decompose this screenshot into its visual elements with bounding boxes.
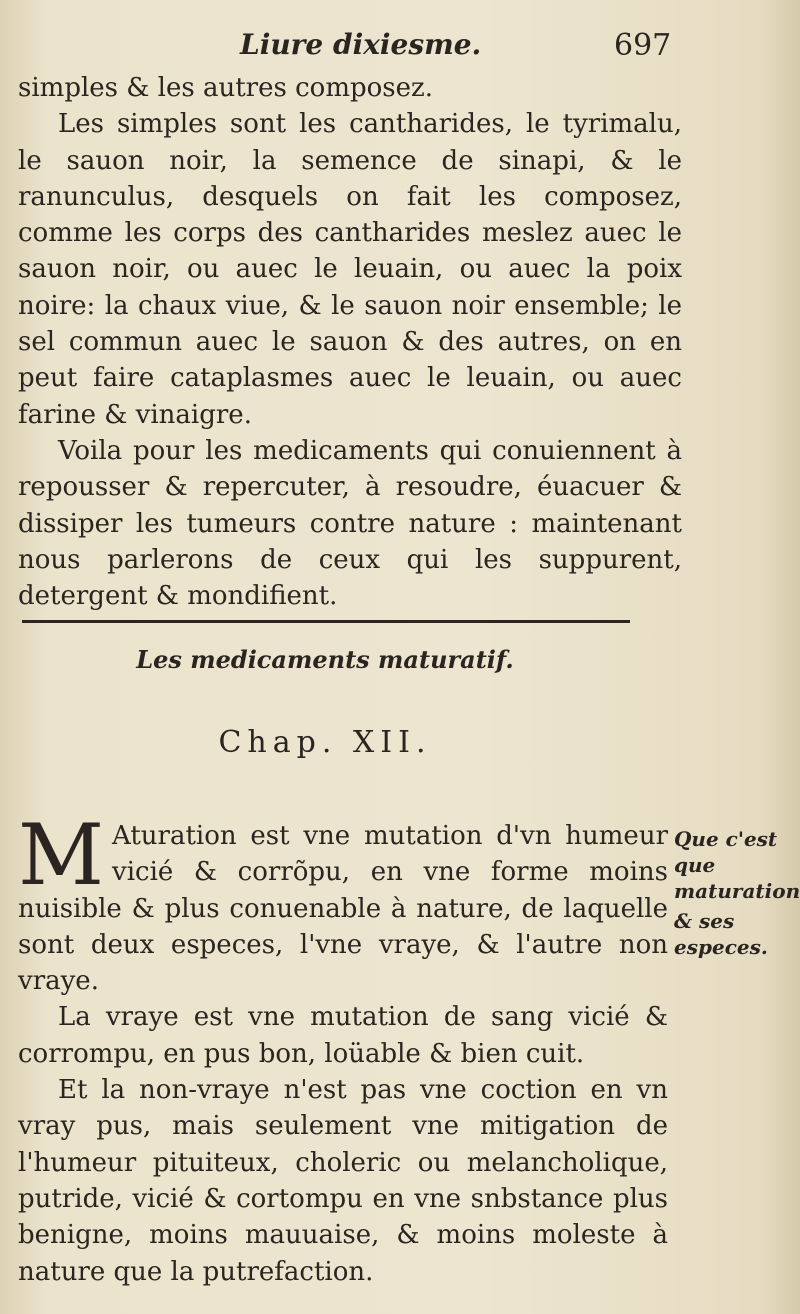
drop-cap: M [18, 806, 105, 904]
top-text-block [18, 70, 682, 614]
margin-note [674, 826, 800, 964]
margin-note-line-1: Que c'est que maturation [674, 827, 800, 903]
paragraph-continuation: simples & les autres composez. [18, 73, 433, 103]
section-title: Les medicaments maturatif. [136, 645, 514, 674]
chapter-body [18, 806, 668, 1290]
paragraph-non-vraye: Et la non-vraye n'est pas vne coction en vn vray pus, mais seulement vne mitigation de l'humeur pituiteux, choleric ou melancholique, putride, vicié & cortompu en vne snbstance plus benigne, moins mauuaise, & moins moleste à nature que la putrefaction. [18, 1075, 668, 1287]
paragraph-maturation: Aturation est vne mutation d'vn humeur vicié & corrõpu, en vne forme moins nuisible & plus conuenable à nature, de laquelle sont deux especes, l'vne vraye, & l'autre non vraye. [18, 821, 668, 997]
running-header-title: Liure dixiesme. [240, 28, 482, 61]
margin-note-line-2: & ses especes. [674, 909, 768, 959]
horizontal-rule [22, 620, 630, 623]
page-number: 697 [614, 28, 672, 63]
paragraph-vraye: La vraye est vne mutation de sang vicié & corrompu, en pus bon, loüable & bien cuit. [18, 1002, 668, 1069]
paragraph-simples: Les simples sont les cantharides, le tyrimalu, le sauon noir, la semence de sinapi, & le ranunculus, desquels on fait les composez, comme les corps des cantharides meslez auec le sauon noir, ou auec le leuain, ou auec la poix noire: la chaux viue, & le sauon noir ensemble; le sel commun auec le sauon & des autres, on en peut faire cataplasmes auec le leuain, ou auec farine & vinaigre. [18, 109, 682, 430]
chapter-heading: Chap. XII. [218, 725, 432, 760]
paragraph-voila: Voila pour les medicaments qui conuiennent à repousser & repercuter, à resoudre, éuacuer & dissiper les tumeurs contre nature : maintenant nous parlerons de ceux qui les suppurent, detergent & mondifient. [18, 435, 682, 612]
